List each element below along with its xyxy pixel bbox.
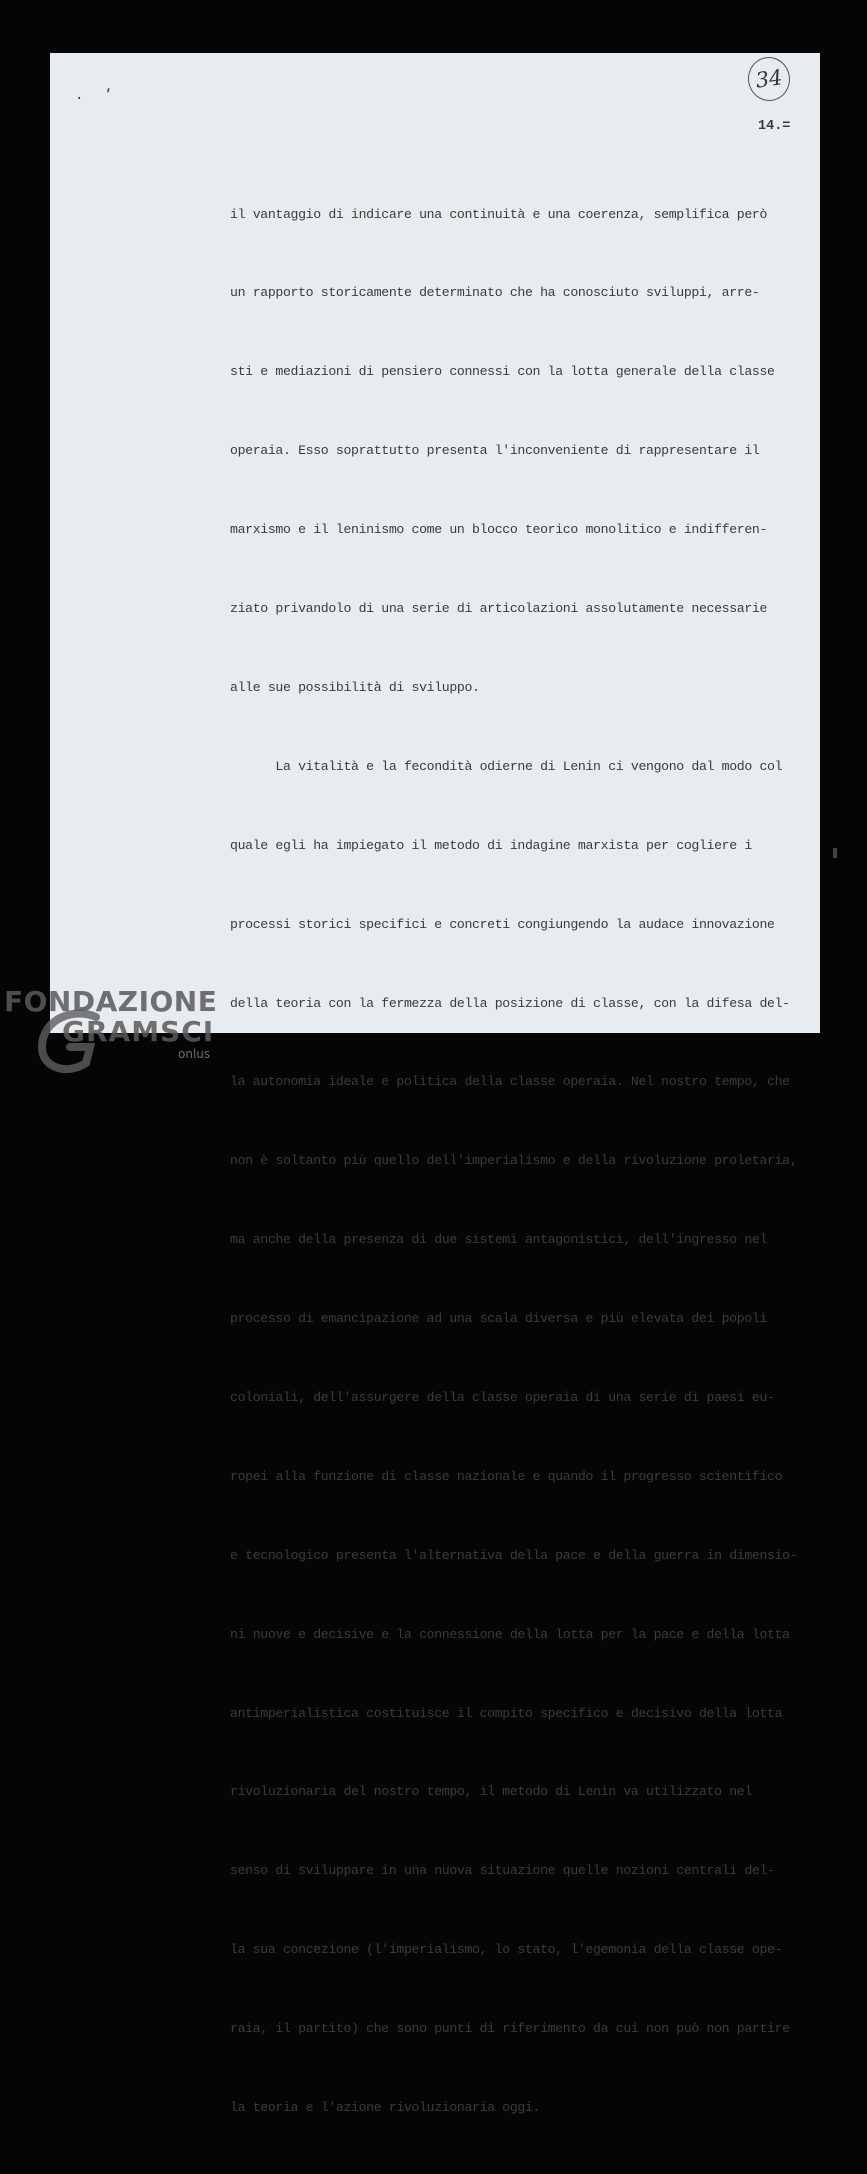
text-line: non è soltanto più quello dell'imperialismo e della rivoluzione proletaria,	[230, 1153, 798, 1169]
text-line: della teoria con la fermezza della posizione di classe, con la difesa del-	[230, 995, 790, 1011]
text-line: marxismo e il leninismo come un blocco teorico monolitico e indifferen-	[230, 522, 768, 538]
fondazione-gramsci-watermark	[4, 985, 224, 1075]
page-number: 14.=	[758, 119, 791, 134]
text-line: ni nuove e decisive e la connessione della lotta per la pace e della lotta	[230, 1626, 790, 1642]
text-line: senso di sviluppare in una nuova situazione quelle nozioni centrali del-	[230, 1863, 775, 1879]
text-line: e tecnologico presenta l'alternativa della pace e della guerra in dimensio-	[230, 1547, 798, 1563]
text-line: alle sue possibilità di sviluppo.	[230, 679, 480, 695]
text-line: un rapporto storicamente determinato che ha conosciuto sviluppi, arre-	[230, 285, 760, 301]
text-line: ziato privandolo di una serie di articolazioni assolutamente necessarie	[230, 601, 768, 617]
corner-marks: . ʼ	[75, 87, 119, 103]
text-line: processi storici specifici e concreti congiungendo la audace innovazione	[230, 916, 775, 932]
scan-edge-mark	[833, 848, 837, 858]
archive-number-stamp: 34	[745, 54, 793, 103]
text-line: processo di emancipazione ad una scala diversa e più elevata dei popoli	[230, 1311, 768, 1327]
text-line: ma anche della presenza di due sistemi antagonistici, dell'ingresso nel	[230, 1232, 768, 1248]
text-line: la autonomia ideale e politica della classe operaia. Nel nostro tempo, che	[230, 1074, 790, 1090]
text-line: sti e mediazioni di pensiero connessi con la lotta generale della classe	[230, 364, 775, 380]
text-line: operaia. Esso soprattutto presenta l'inconveniente di rappresentare il	[230, 443, 760, 459]
text-line: la sua concezione (l'imperialismo, lo stato, l'egemonia della classe ope-	[230, 1942, 783, 1958]
text-line: ropei alla funzione di classe nazionale e quando il progresso scientifico	[230, 1468, 783, 1484]
text-line: quale egli ha impiegato il metodo di indagine marxista per cogliere i	[230, 837, 752, 853]
body-text	[230, 149, 798, 2174]
watermark-line2: GRAMSCI	[62, 1015, 215, 1048]
text-line: La vitalità e la fecondità odierne di Lenin ci vengono dal modo col	[230, 758, 783, 774]
watermark-line1: FONDAZIONE	[4, 985, 218, 1018]
text-line: raia, il partito) che sono punti di riferimento da cui non può non partire	[230, 2021, 790, 2037]
text-line: il vantaggio di indicare una continuità e una coerenza, semplifica però	[230, 206, 768, 222]
watermark-suffix: onlus	[178, 1047, 211, 1061]
text-line: antimperialistica costituisce il compito specifico e decisivo della lotta	[230, 1705, 783, 1721]
text-line: rivoluzionaria del nostro tempo, il metodo di Lenin va utilizzato nel	[230, 1784, 752, 1800]
text-line: la teoria e l'azione rivoluzionaria oggi.	[230, 2099, 541, 2115]
text-line: coloniali, dell'assurgere della classe operaia di una serie di paesi eu-	[230, 1389, 775, 1405]
